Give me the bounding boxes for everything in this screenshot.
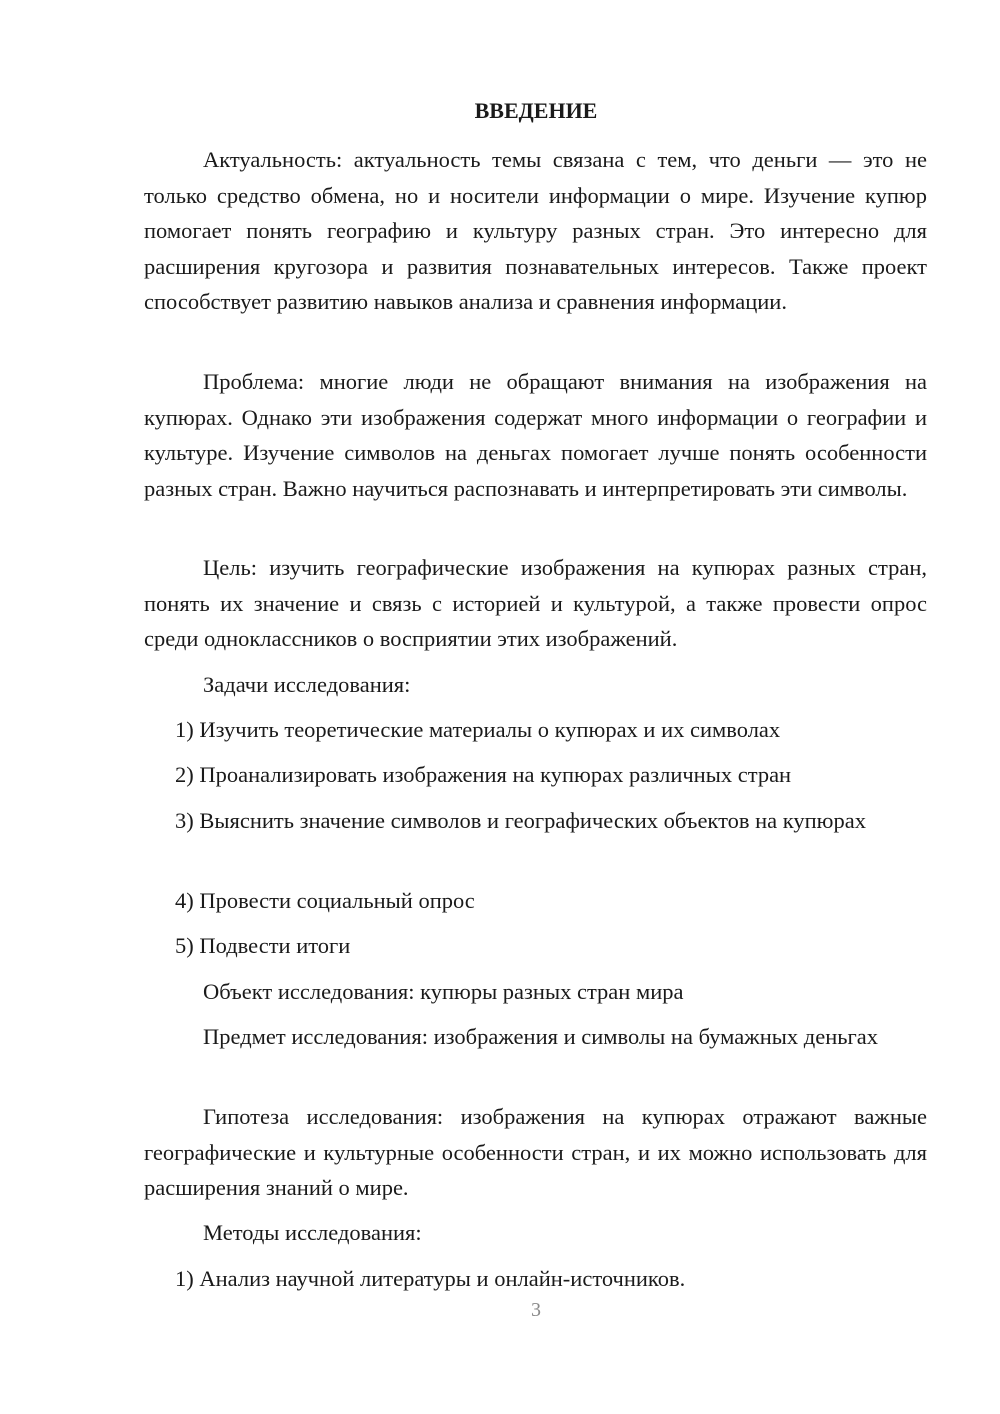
object-paragraph: Объект исследования: купюры разных стран мира <box>203 979 684 1004</box>
task-item: 1) Изучить теоретические материалы о купюрах и их символах <box>175 717 781 742</box>
subject-paragraph: Предмет исследования: изображения и символы на бумажных деньгах <box>203 1024 878 1049</box>
method-item: 1) Анализ научной литературы и онлайн-источников. <box>175 1266 686 1291</box>
hypothesis-paragraph: Гипотеза исследования: изображения на купюрах отражают важные географические и культурные особенности стран, и их можно использовать для расширения знаний о мире. <box>144 1104 927 1200</box>
task-item: 3) Выяснить значение символов и географических объектов на купюрах <box>175 808 866 833</box>
task-item: 5) Подвести итоги <box>175 933 351 958</box>
page-number: 3 <box>531 1299 541 1321</box>
relevance-paragraph: Актуальность: актуальность темы связана с тем, что деньги — это не только средство обмена, но и носители информации о мире. Изучение купюр помогает понять географию и культуру разных стран. Это интересно для расширения кругозора и развития познавательных интересов. Также проект способствует развитию навыков анализа и сравнения информации. <box>144 147 927 314</box>
task-item: 4) Провести социальный опрос <box>175 888 475 913</box>
page-title: ВВЕДЕНИЕ <box>474 98 598 123</box>
problem-paragraph: Проблема: многие люди не обращают внимания на изображения на купюрах. Однако эти изображения содержат много информации о географии и культуре. Изучение символов на деньгах помогает лучше понять особенности разных стран. Важно научиться распознавать и интерпретировать эти символы. <box>144 369 927 501</box>
goal-paragraph: Цель: изучить географические изображения на купюрах разных стран, понять их значение и связь с историей и культурой, а также провести опрос среди одноклассников о восприятии этих изображений. <box>144 555 927 651</box>
methods-heading: Методы исследования: <box>203 1220 422 1245</box>
task-item: 2) Проанализировать изображения на купюрах различных стран <box>175 762 792 787</box>
tasks-heading: Задачи исследования: <box>203 672 411 697</box>
